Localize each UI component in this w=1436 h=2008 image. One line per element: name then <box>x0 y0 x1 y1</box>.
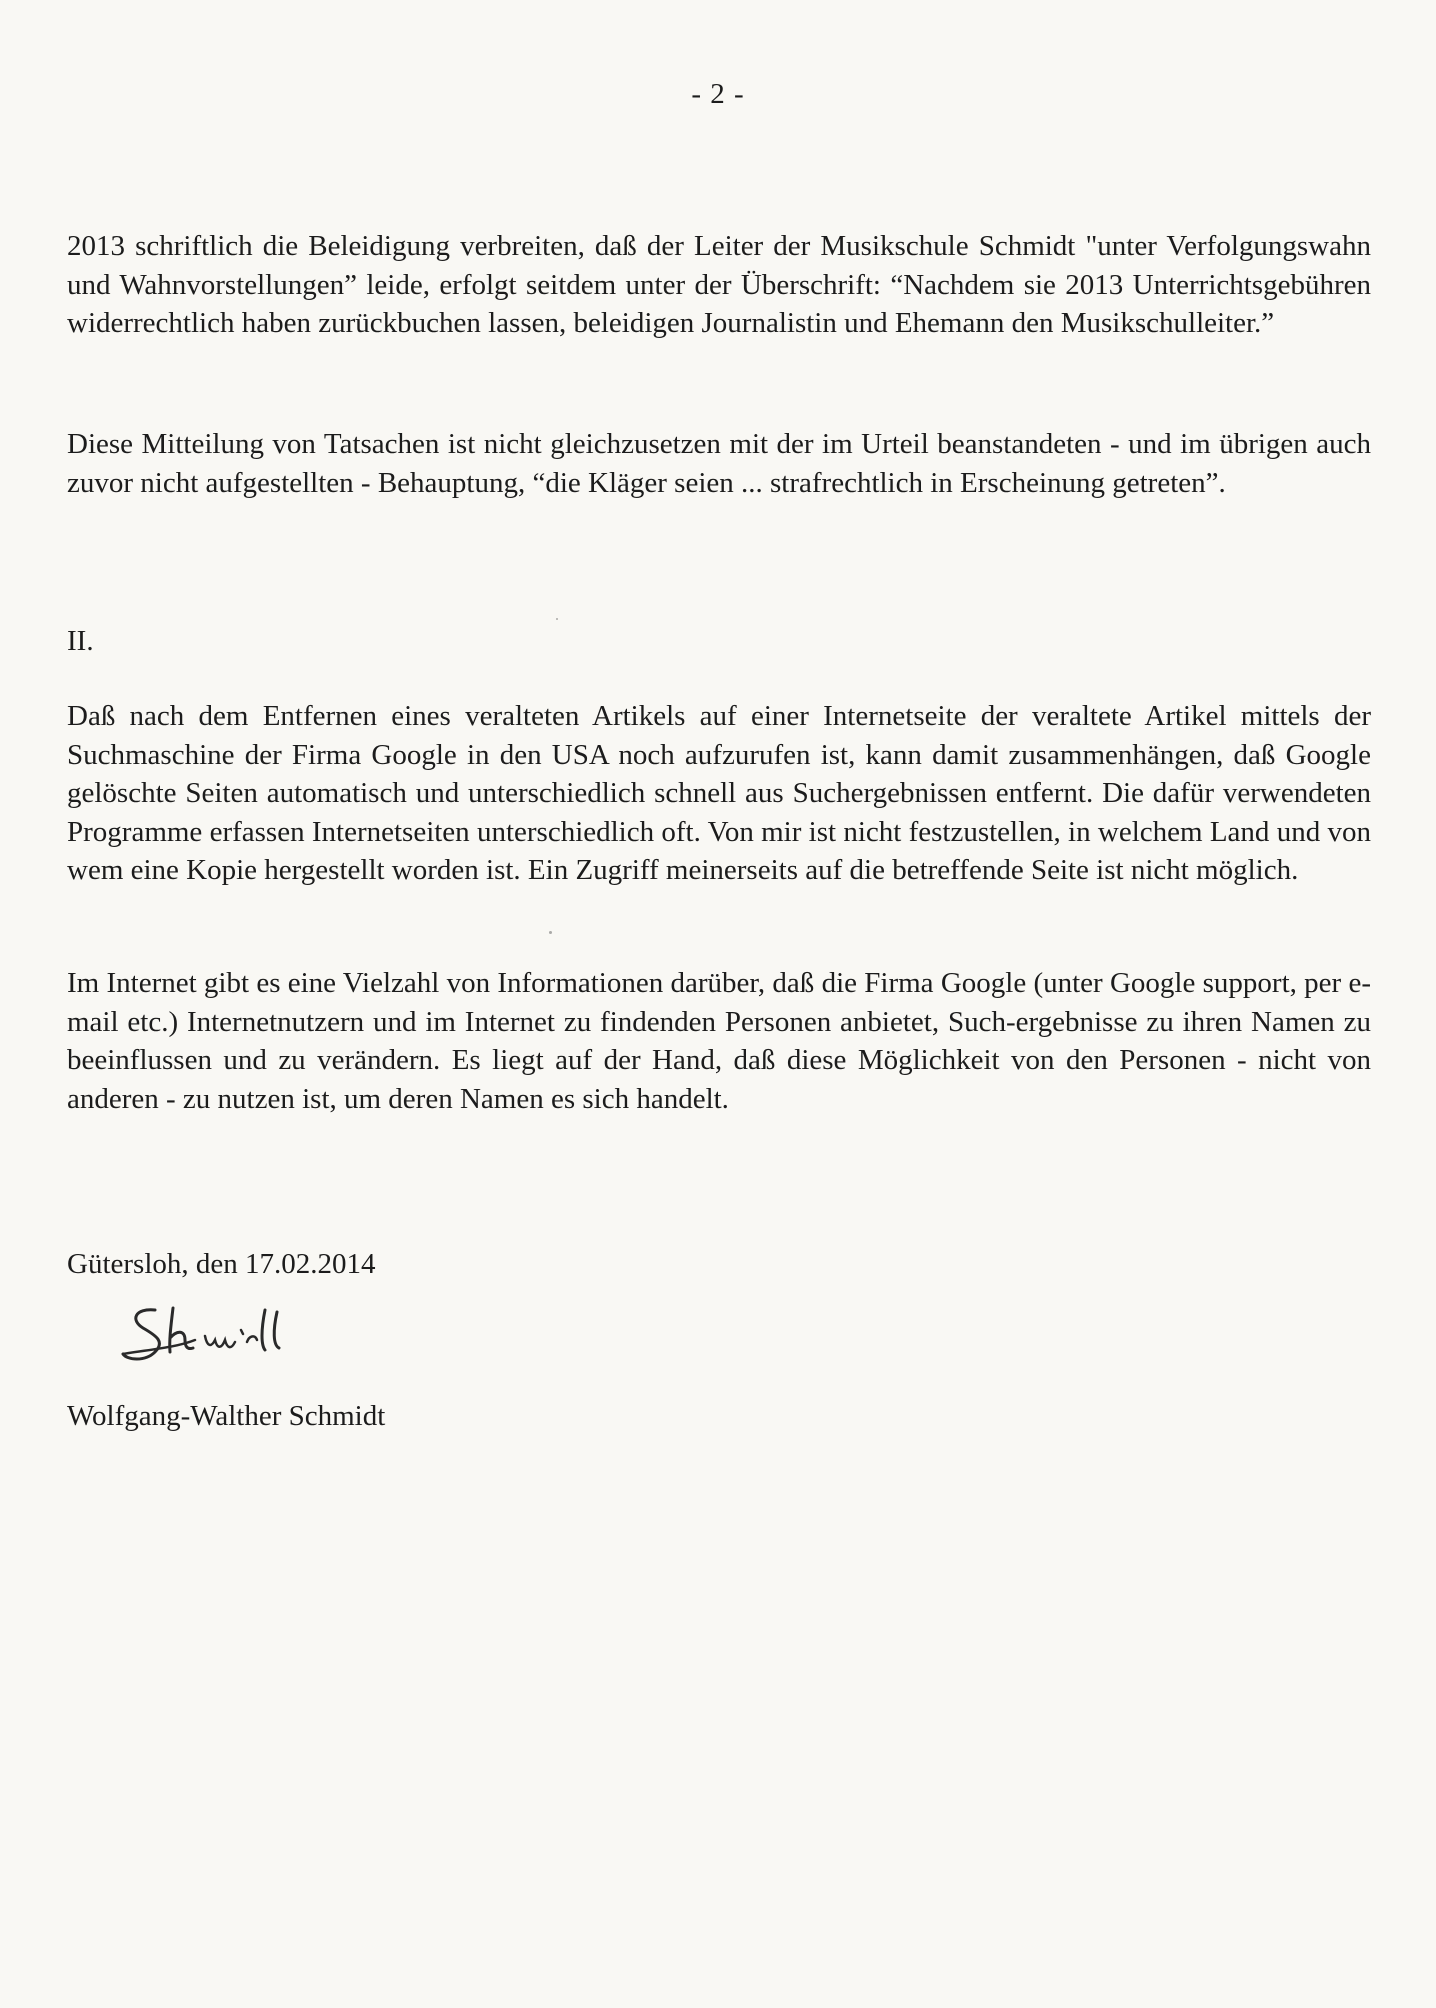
paragraph-statement-of-facts: Diese Mitteilung von Tatsachen ist nicht gleichzusetzen mit der im Urteil beanstandeten - und im übrigen auch zuvor nicht aufgestellten - Behauptung, “die Kläger seien ... strafrechtlich in Erscheinung getreten”. <box>67 428 1371 499</box>
paragraph-defamation-context: 2013 schriftlich die Beleidigung verbreiten, daß der Leiter der Musikschule Schmidt "unter Verfolgungswahn und Wahnvorstellungen” leide, erfolgt seitdem unter der Überschrift: “Nachdem sie 2013 Unterrichtsgebühren widerrechtlich haben zurückbuchen lassen, beleidigen Journalistin und Ehemann den Musikschulleiter.” <box>67 230 1371 339</box>
place-and-date: Gütersloh, den 17.02.2014 <box>67 1248 376 1280</box>
signer-name: Wolfgang-Walther Schmidt <box>67 1400 386 1432</box>
paragraph-google-search-removal: Daß nach dem Entfernen eines veralteten Artikels auf einer Internetseite der veraltete Artikel mittels der Suchmaschine der Firma Google in den USA noch aufzurufen ist, kann damit zusammenhängen, daß Google gelöschte Seiten automatisch und unterschiedlich schnell aus Suchergebnissen entfernt. Die dafür verwendeten Programme erfassen Internetseiten unterschiedlich oft. Von mir ist nicht festzustellen, in welchem Land und von wem eine Kopie hergestellt worden ist. Ein Zugriff meinerseits auf die betreffende Seite ist nicht möglich. <box>67 700 1371 886</box>
paper-speck <box>556 618 558 620</box>
page-number: - 2 - <box>691 78 745 110</box>
section-heading-ii: II. <box>67 625 94 657</box>
paragraph-google-support-options: Im Internet gibt es eine Vielzahl von Informationen darüber, daß die Firma Google (unter Google support, per e-mail etc.) Internetnutzern und im Internet zu findenden Personen anbietet, Such-ergebnisse zu ihren Namen zu beeinflussen und zu verändern. Es liegt auf der Hand, daß diese Möglichkeit von den Personen - nicht von anderen - zu nutzen ist, um deren Namen es sich handelt. <box>67 967 1371 1115</box>
handwritten-signature <box>115 1290 335 1380</box>
paper-speck <box>549 931 552 934</box>
